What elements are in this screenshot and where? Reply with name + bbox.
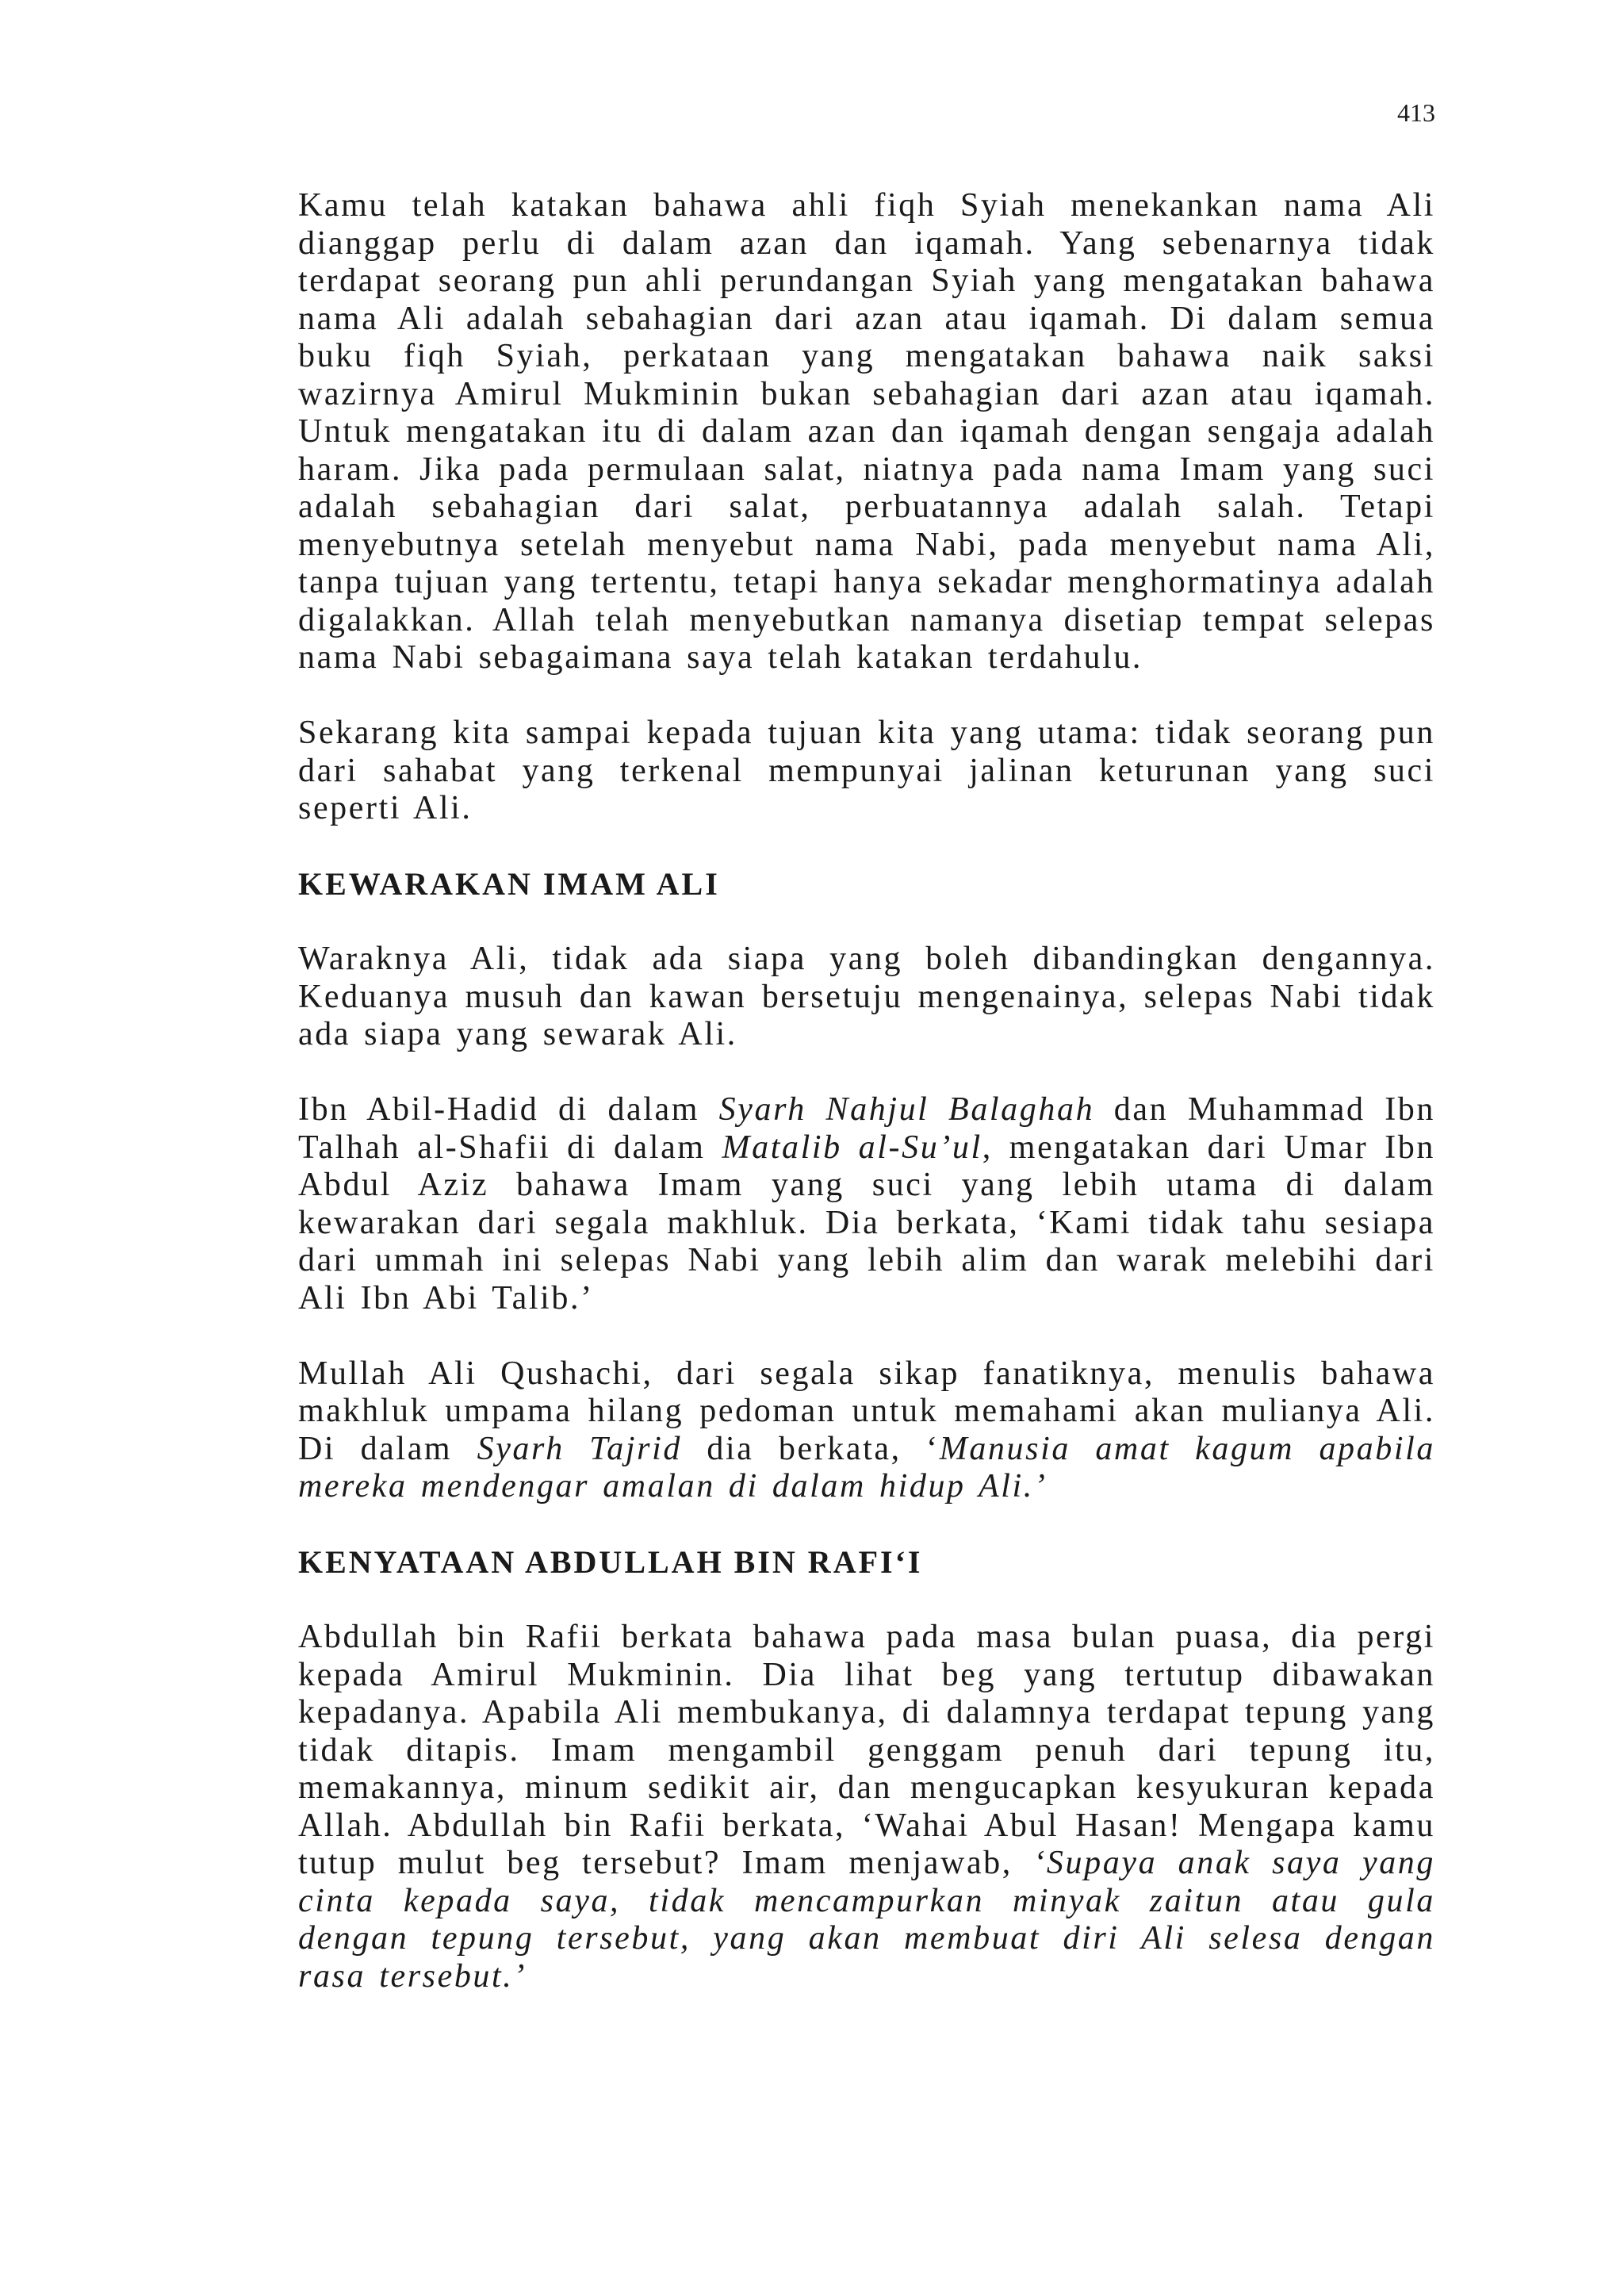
italic-quote: ‘Supaya anak saya yang cinta kepada saya, tidak mencampurkan minyak zaitun atau gula dengan tepung tersebut, yang akan membuat diri Ali selesa dengan rasa tersebut.’ [298,1845,1435,1995]
paragraph-lineage: Sekarang kita sampai kepada tujuan kita yang utama: tidak seorang pun dari sahabat yang terkenal mempunyai jalinan keturunan yang suci seperti Ali. [298,715,1435,826]
italic-quote: Manusia amat kagum apabila mereka mendengar amalan di dalam hidup Ali.’ [298,1430,1435,1504]
page-number: 413 [1397,98,1435,127]
section-heading-abdullah: KENYATAAN ABDULLAH BIN RAFI‘I [298,1544,923,1580]
book-title: Matalib al-Su’ul [722,1129,982,1166]
book-title: Syarh Nahjul Balaghah [718,1091,1095,1128]
paragraph-azan-iqamah: Kamu telah katakan bahawa ahli fiqh Syiah menekankan nama Ali dianggap perlu di dalam azan dan iqamah. Yang sebenarnya tidak terdapat seorang pun ahli perundangan Syiah yang mengatakan bahawa nama Ali adalah sebahagian dari azan atau iqamah. Di dalam semua buku fiqh Syiah, perkataan yang mengatakan bahawa naik saksi wazirnya Amirul Mukminin bukan sebahagian dari azan atau iqamah. Untuk mengatakan itu di dalam azan dan iqamah dengan sengaja adalah haram. Jika pada permulaan salat, niatnya pada nama Imam yang suci adalah sebahagian dari salat, perbuatannya adalah salah. Tetapi menyebutnya setelah menyebut nama Nabi, pada menyebut nama Ali, tanpa tujuan yang tertentu, tetapi hanya sekadar menghormatinya adalah digalakkan. Allah telah menyebutkan namanya disetiap tempat selepas nama Nabi sebagaimana saya telah katakan terdahulu. [298,187,1435,676]
section-heading-kewarakan: KEWARAKAN IMAM ALI [298,866,720,902]
paragraph-qushachi: Mullah Ali Qushachi, dari segala sikap fanatiknya, menulis bahawa makhluk umpama hilang pedoman untuk memahami akan mulianya Ali. Di dalam Syarh Tajrid dia berkata, ‘Manusia amat kagum apabila mereka mendengar amalan di dalam hidup Ali.’ [298,1355,1435,1504]
page-content [298,187,1435,1995]
book-title: Syarh Tajrid [477,1430,682,1467]
paragraph-waraknya: Waraknya Ali, tidak ada siapa yang boleh dibandingkan dengannya. Keduanya musuh dan kawan bersetuju mengenainya, selepas Nabi tidak ada siapa yang sewarak Ali. [298,941,1435,1052]
paragraph-ibn-abil-hadid: Ibn Abil-Hadid di dalam Syarh Nahjul Balaghah dan Muhammad Ibn Talhah al-Shafii di dalam Matalib al-Su’ul, mengatakan dari Umar Ibn Abdul Aziz bahawa Imam yang suci yang lebih utama di dalam kewarakan dari segala makhluk. Dia berkata, ‘Kami tidak tahu sesiapa dari ummah ini selepas Nabi yang lebih alim dan warak melebihi dari Ali Ibn Abi Talib.’ [298,1091,1436,1317]
paragraph-abdullah-bin-rafii: Abdullah bin Rafii berkata bahawa pada masa bulan puasa, dia pergi kepada Amirul Mukminin. Dia lihat beg yang tertutup dibawakan kepadanya. Apabila Ali membukanya, di dalamnya terdapat tepung yang tidak ditapis. Imam mengambil genggam penuh dari tepung itu, memakannya, minum sedikit air, dan mengucapkan kesyukuran kepada Allah. Abdullah bin Rafii berkata, ‘Wahai Abul Hasan! Mengapa kamu tutup mulut beg tersebut? Imam menjawab, ‘Supaya anak saya yang cinta kepada saya, tidak mencampurkan minyak zaitun atau gula dengan tepung tersebut, yang akan membuat diri Ali selesa dengan rasa tersebut.’ [298,1619,1435,1995]
